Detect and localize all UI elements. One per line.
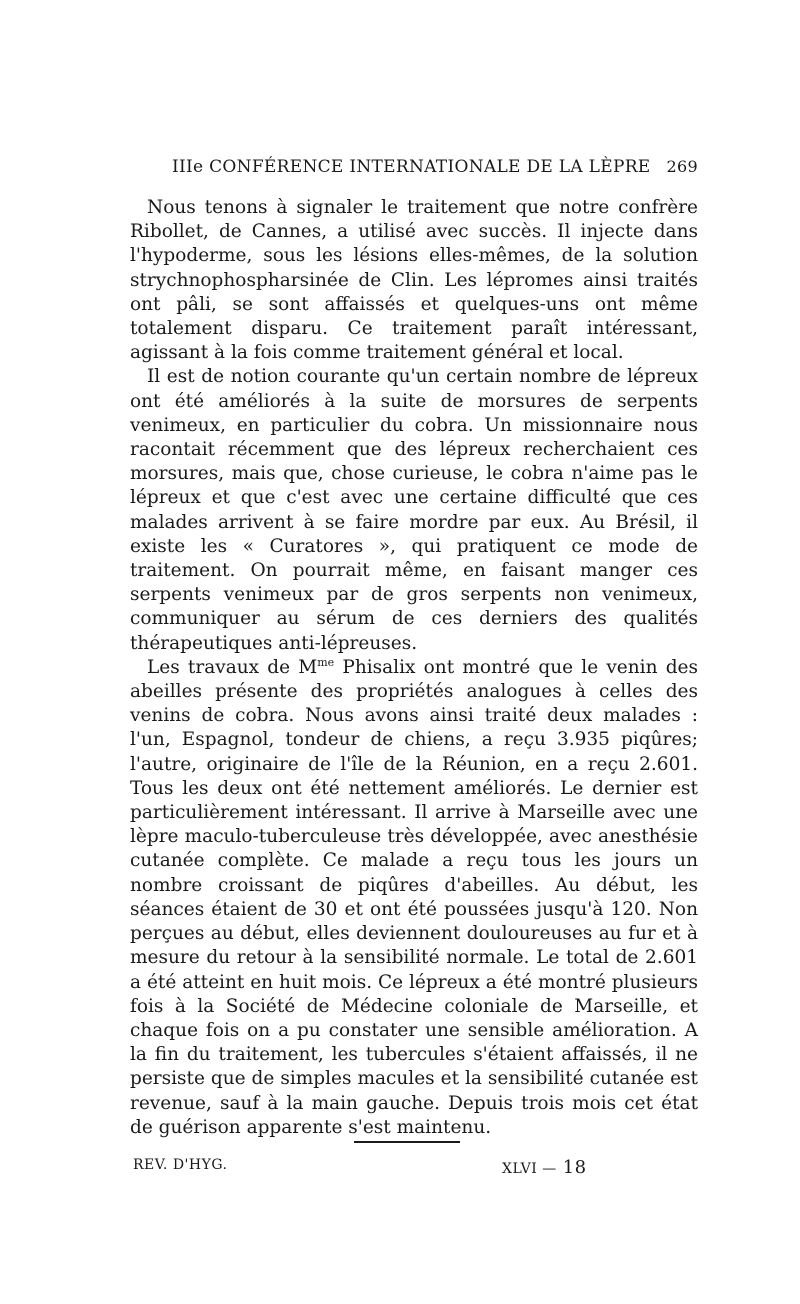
- footer-journal: REV. D'HYG.: [133, 1157, 228, 1173]
- paragraph-1: Nous tenons à signaler le traitement que notre confrère Ribollet, de Cannes, a utilisé avec succès. Il injecte dans l'hypoderme, sous les lésions elles-mêmes, de la solution strychnophospharsinée de Clin. Les lépromes ainsi traités ont pâli, se sont affaissés et quelques-uns ont même totalement disparu. Ce traitement paraît intéressant, agissant à la fois comme traitement général et local.: [130, 197, 698, 364]
- page-number: 269: [666, 157, 698, 176]
- body-text: [130, 196, 698, 1140]
- running-title: IIIe CONFÉRENCE INTERNATIONALE DE LA LÈPRE: [172, 157, 651, 177]
- paragraph-3: [130, 656, 698, 1140]
- paragraph-2: Il est de notion courante qu'un certain nombre de lépreux ont été améliorés à la suite de morsures de serpents venimeux, en particulier du cobra. Un missionnaire nous racontait récemment que des lépreux recherchaient ces morsures, mais que, chose curieuse, le cobra n'aime pas le lépreux et que c'est avec une certaine difficulté que ces malades arrivent à se faire mordre par eux. Au Brésil, il existe les « Curatores », qui pratiquent ce mode de traitement. On pourrait même, en faisant manger ces serpents venimeux par de gros serpents non venimeux, communiquer au sérum de ces derniers des qualités thérapeutiques anti-lépreuses.: [130, 366, 698, 654]
- paragraph-3-rest: Phisalix ont montré que le venin des abeilles présente des propriétés analogues à celles des venins de cobra. Nous avons ainsi traité deux malades : l'un, Espagnol, tondeur de chiens, a reçu 3.935 piqûres; l'autre, originaire de l'île de la Réunion, en a reçu 2.601. Tous les deux ont été nettement améliorés. Le dernier est particulièrement intéressant. Il arrive à Marseille avec une lèpre maculo-tuberculeuse très développée, avec anesthésie cutanée complète. Ce malade a reçu tous les jours un nombre croissant de piqûres d'abeilles. Au début, les séances étaient de 30 et ont été poussées jusqu'à 120. Non perçues au début, elles deviennent douloureuses au fur et à mesure du retour à la sensibilité normale. Le total de 2.601 a été atteint en huit mois. Ce lépreux a été montré plusieurs fois à la Société de Médecine coloniale de Marseille, et chaque fois on a pu constater une sensible amélioration. A la fin du traitement, les tubercules s'étaient affaissés, il ne persiste que de simples macules et la sensibilité cutanée est revenue, sauf à la main gauche. Depuis trois mois cet état de guérison apparente s'est maintenu.: [130, 656, 698, 1138]
- abbreviation-superscript: me: [317, 655, 335, 669]
- paragraph-3-start: Les travaux de M: [147, 656, 318, 678]
- footer-rule: [354, 1141, 460, 1143]
- footer-volume: XLVI —: [502, 1161, 557, 1177]
- footer-sheet-number: 18: [562, 1157, 587, 1178]
- footer-signature: [502, 1157, 587, 1178]
